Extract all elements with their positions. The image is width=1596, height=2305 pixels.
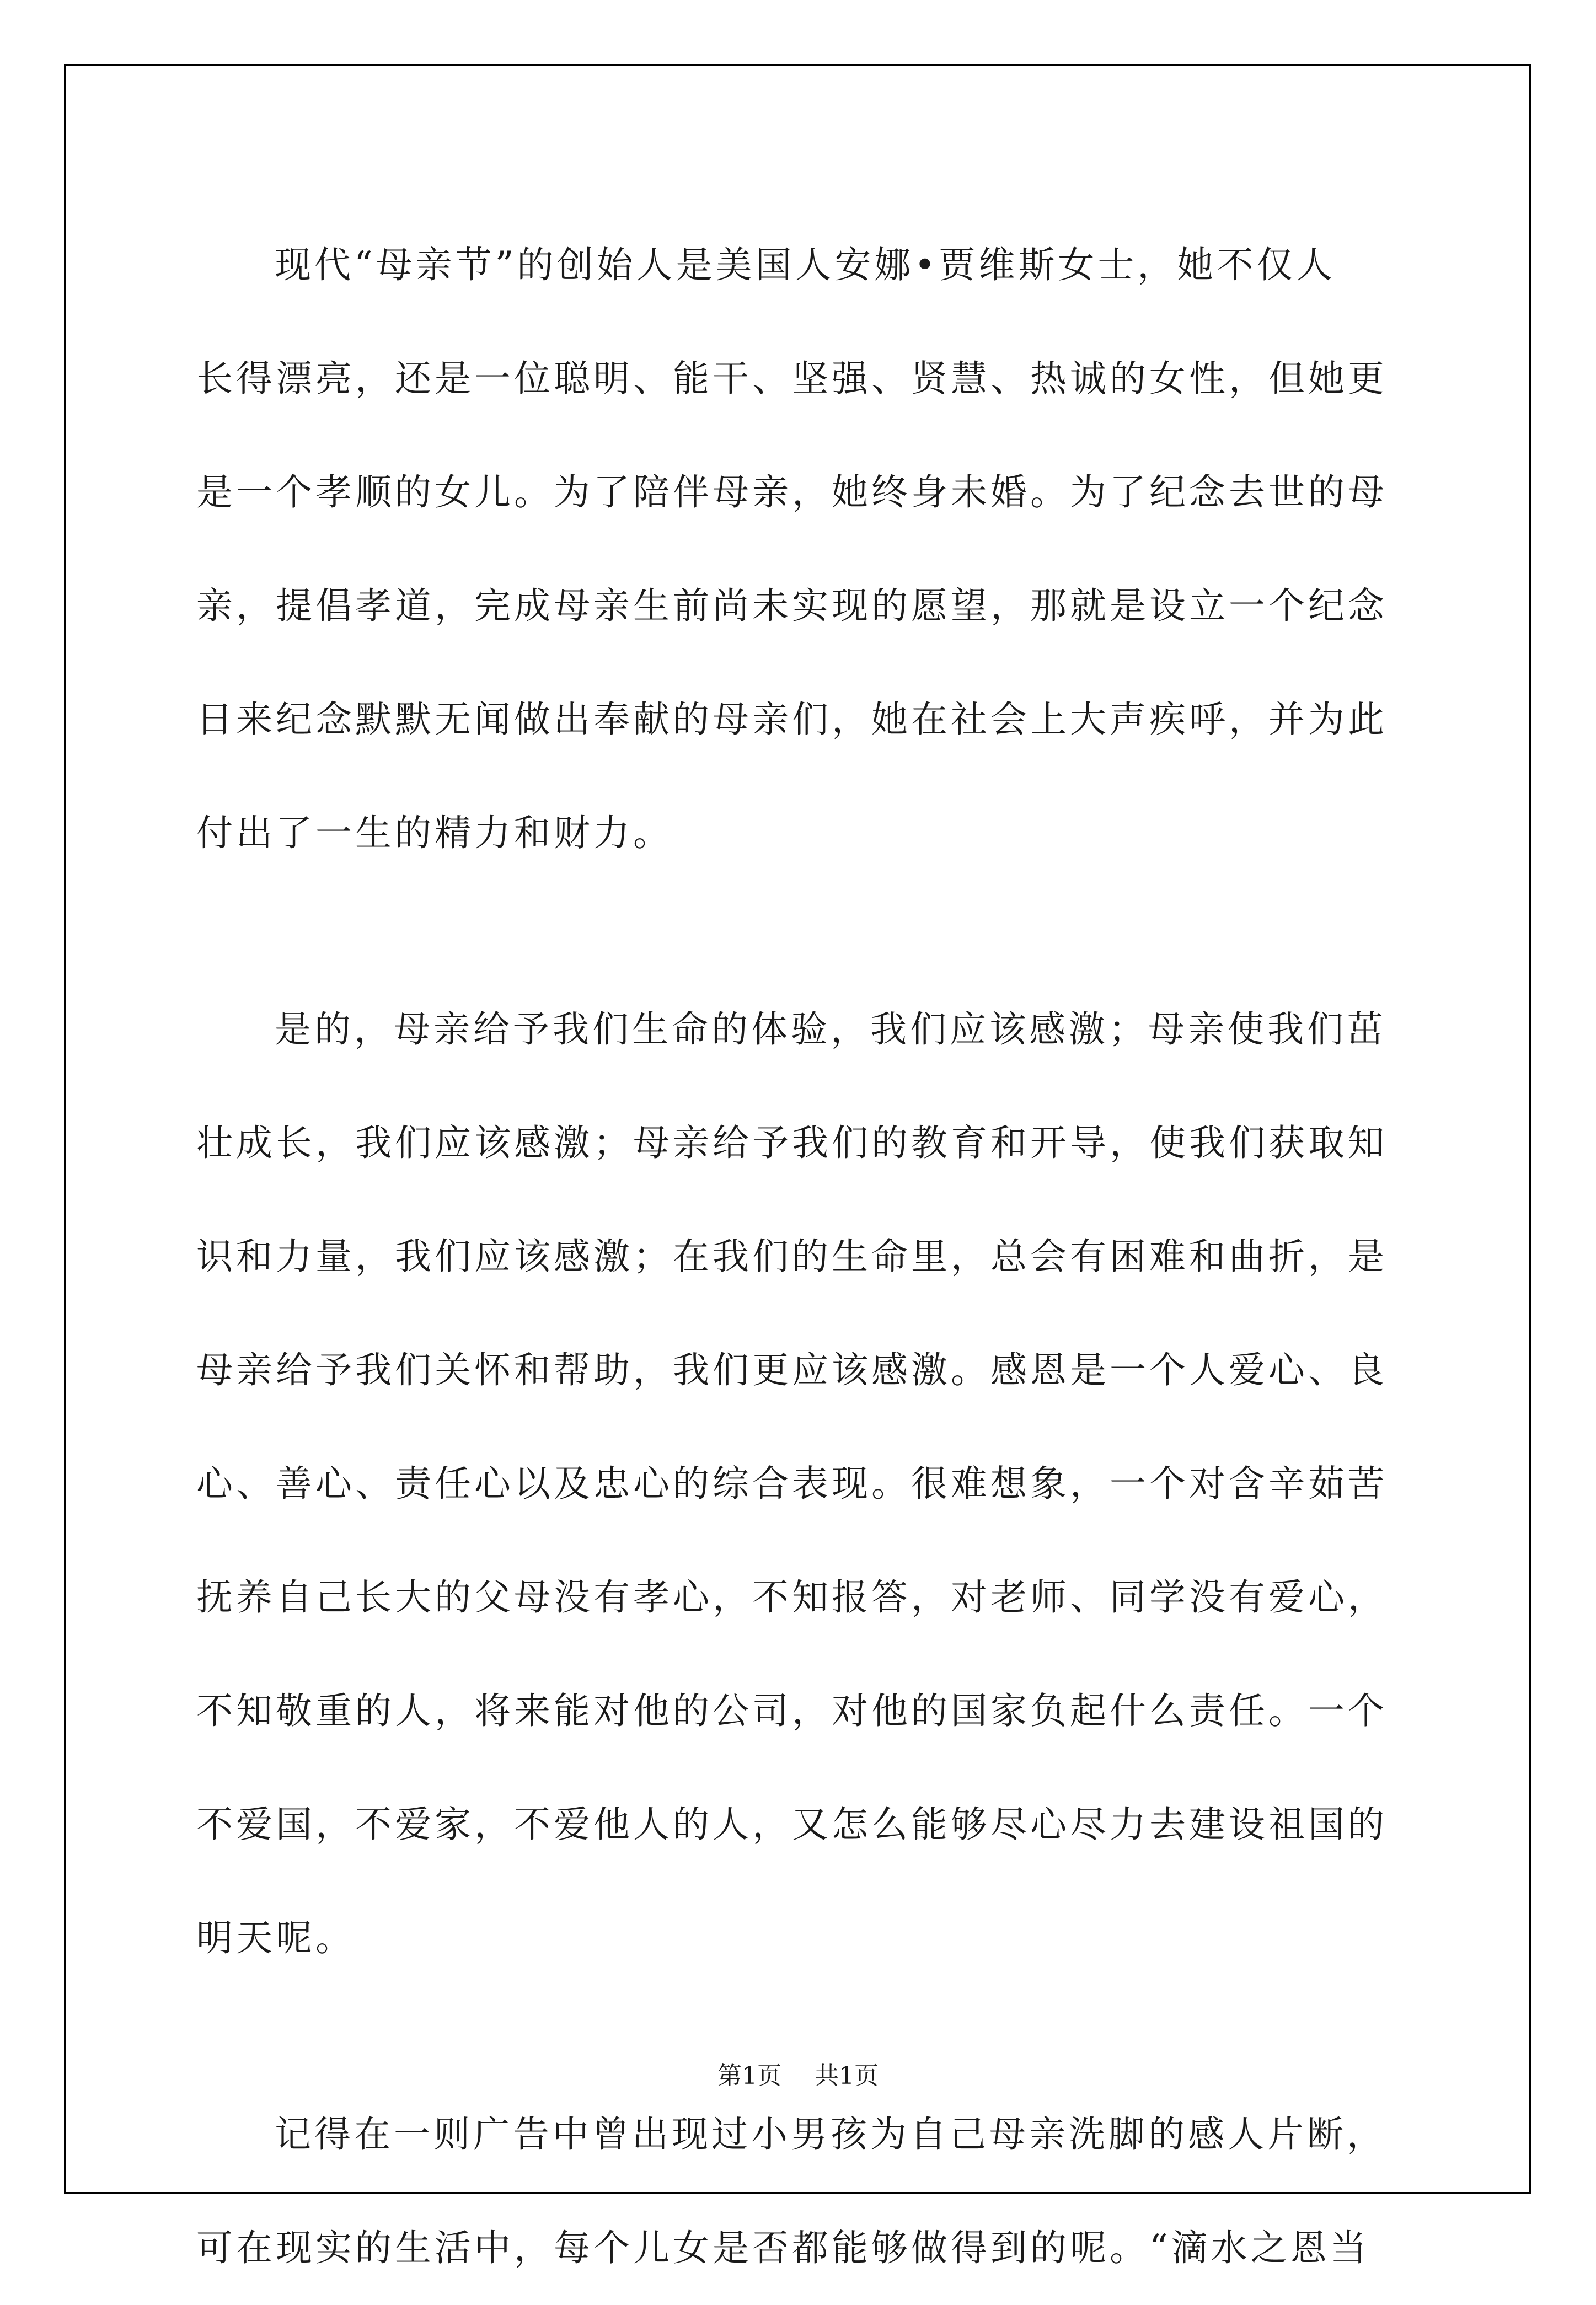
- text-line: 日来纪念默默无闻做出奉献的母亲们，她在社会上大声疾呼，并为此: [196, 698, 1388, 741]
- page-total: 共1页: [815, 2062, 879, 2090]
- text-line: 现代“母亲节”的创始人是美国人安娜•贾维斯女士，她不仅人: [275, 244, 1336, 286]
- text-line: 付出了一生的精力和财力。: [196, 812, 673, 854]
- text-line: 壮成长，我们应该感激；母亲给予我们的教育和开导，使我们获取知: [196, 1122, 1388, 1164]
- paragraph-1: [196, 208, 1410, 890]
- document-body: [196, 208, 1410, 2305]
- page-number: 第1页: [717, 2062, 781, 2090]
- paragraph-3: [196, 2078, 1410, 2305]
- text-line: 明天呢。: [196, 1917, 355, 1959]
- text-line: 抚养自己长大的父母没有孝心，不知报答，对老师、同学没有爱心，: [196, 1576, 1388, 1618]
- text-line: 是的，母亲给予我们生命的体验，我们应该感激；母亲使我们茁: [275, 1008, 1386, 1050]
- paragraph-2: [196, 973, 1410, 1995]
- text-line: 记得在一则广告中曾出现过小男孩为自己母亲洗脚的感人片断，: [275, 2113, 1386, 2156]
- text-line: 母亲给予我们关怀和帮助，我们更应该感激。感恩是一个人爱心、良: [196, 1349, 1388, 1391]
- text-line: 不爱国，不爱家，不爱他人的人，又怎么能够尽心尽力去建设祖国的: [196, 1803, 1388, 1846]
- text-line: 心、善心、责任心以及忠心的综合表现。很难想象，一个对含辛茹苦: [196, 1462, 1388, 1505]
- text-line: 是一个孝顺的女儿。为了陪伴母亲，她终身未婚。为了纪念去世的母: [196, 471, 1388, 513]
- text-line: 可在现实的生活中，每个儿女是否都能够做得到的呢。“滴水之恩当: [196, 2227, 1370, 2269]
- text-line: 识和力量，我们应该感激；在我们的生命里，总会有困难和曲折，是: [196, 1235, 1388, 1278]
- text-line: 不知敬重的人，将来能对他的公司，对他的国家负起什么责任。一个: [196, 1690, 1388, 1732]
- page-footer: [0, 2056, 1596, 2091]
- text-line: 长得漂亮，还是一位聪明、能干、坚强、贤慧、热诚的女性，但她更: [196, 357, 1388, 400]
- text-line: 亲，提倡孝道，完成母亲生前尚未实现的愿望，那就是设立一个纪念: [196, 585, 1388, 627]
